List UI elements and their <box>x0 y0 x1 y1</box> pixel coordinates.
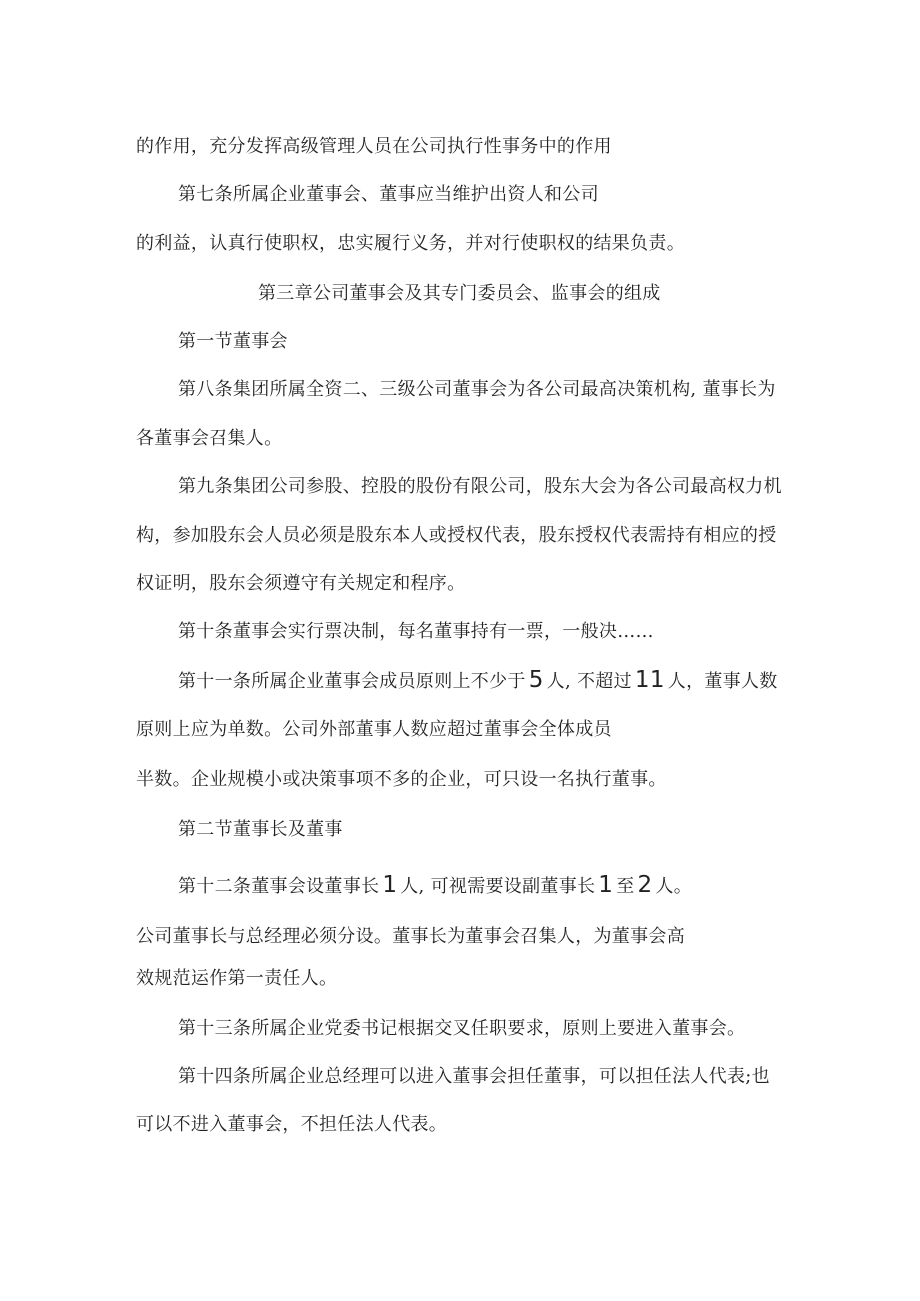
paragraph-line: 原则上应为单数。公司外部董事人数应超过董事会全体成员 <box>136 719 612 740</box>
paragraph-line: 的作用，充分发挥高级管理人员在公司执行性事务中的作用 <box>136 136 612 157</box>
article-7-line: 第七条所属企业董事会、董事应当维护出资人和公司 <box>178 184 599 205</box>
article-12-line <box>178 873 692 899</box>
article-11-text: 第十一条所属企业董事会成员原则上不少于 <box>178 671 526 692</box>
vice-chairman-min-number: 1 <box>598 872 614 898</box>
article-11-text: 人, 不超过 <box>546 671 632 692</box>
section-2-heading: 第二节董事长及董事 <box>178 819 343 840</box>
article-12-text: 第十二条董事会设董事长 <box>178 876 380 897</box>
paragraph-line: 半数。企业规模小或决策事项不多的企业，可只设一名执行董事。 <box>136 769 667 790</box>
min-members-number: 5 <box>528 667 544 693</box>
paragraph-line: 可以不进入董事会，不担任法人代表。 <box>136 1114 448 1135</box>
paragraph-line: 的利益，认真行使职权，忠实履行义务，并对行使职权的结果负责。 <box>136 233 685 254</box>
article-12-text: 人。 <box>655 876 693 897</box>
paragraph-line: 公司董事长与总经理必须分设。董事长为董事会召集人，为董事会高 <box>136 926 685 947</box>
article-9-line: 第九条集团公司参股、控股的股份有限公司，股东大会为各公司最高权力机 <box>178 476 782 497</box>
article-14-line: 第十四条所属企业总经理可以进入董事会担任董事，可以担任法人代表;也 <box>178 1066 770 1087</box>
chairman-count-number: 1 <box>382 872 398 898</box>
section-1-heading: 第一节董事会 <box>178 331 288 352</box>
article-8-line: 第八条集团所属全资二、三级公司董事会为各公司最高决策机构, 董事长为 <box>178 379 776 400</box>
article-10-line: 第十条董事会实行票决制，每名董事持有一票，一般决…… <box>178 621 654 642</box>
article-11-line <box>178 668 778 694</box>
paragraph-line: 构，参加股东会人员必须是股东本人或授权代表，股东授权代表需持有相应的授 <box>136 525 777 546</box>
chapter-3-heading: 第三章公司董事会及其专门委员会、监事会的组成 <box>258 283 661 304</box>
article-12-text: 人, 可视需要设副董事长 <box>400 876 596 897</box>
paragraph-line: 各董事会召集人。 <box>136 428 283 449</box>
vice-chairman-max-number: 2 <box>637 872 653 898</box>
max-members-number: 11 <box>634 667 665 693</box>
paragraph-line: 权证明，股东会须遵守有关规定和程序。 <box>136 573 466 594</box>
article-12-text: 至 <box>616 876 635 897</box>
article-11-text: 人，董事人数 <box>667 671 778 692</box>
article-13-line: 第十三条所属企业党委书记根据交叉任职要求，原则上要进入董事会。 <box>178 1018 746 1039</box>
paragraph-line: 效规范运作第一责任人。 <box>136 968 338 989</box>
